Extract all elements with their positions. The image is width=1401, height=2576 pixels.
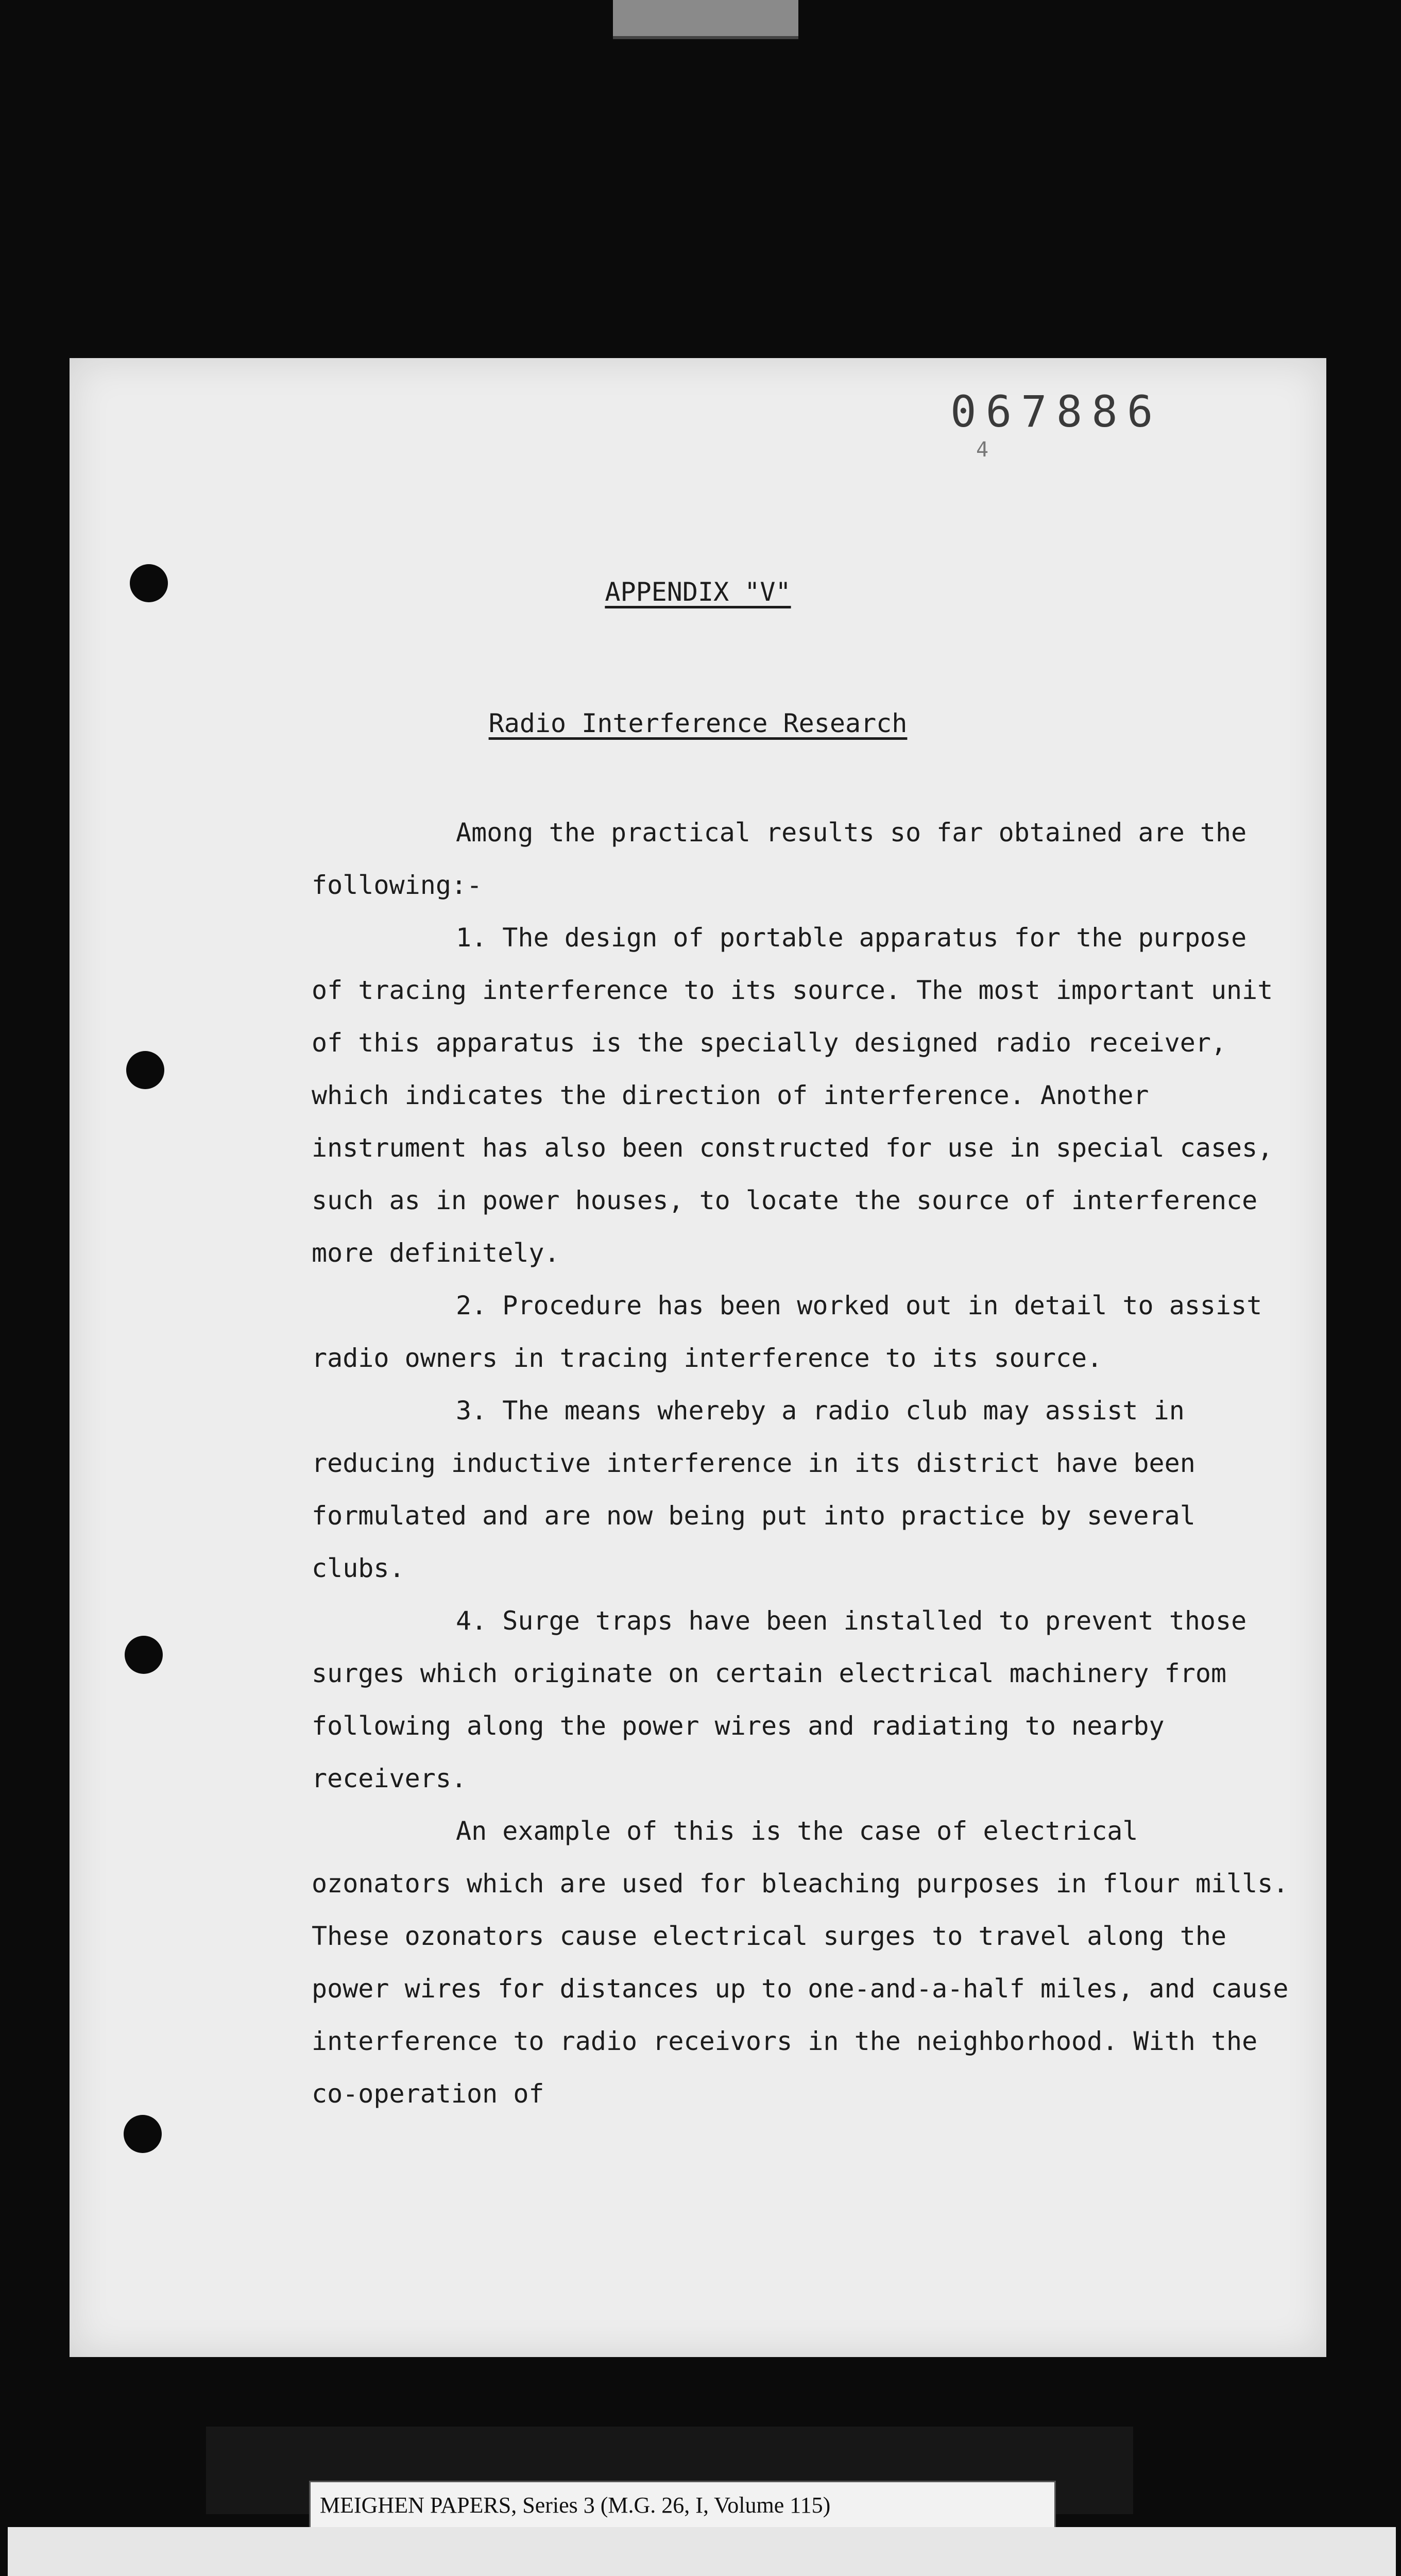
film-top-tab	[613, 0, 798, 39]
appendix-heading: APPENDIX "V"	[605, 577, 791, 607]
body-paragraph: 4. Surge traps have been installed to prevent those surges which originate on certain electrical machinery from following along the power wires and radiating to nearby receivers.	[312, 1606, 1247, 1793]
document-title: Radio Interference Research	[488, 708, 908, 738]
body-paragraph: 1. The design of portable apparatus for the purpose of tracing interference to its source. The most important unit of this apparatus is the specially designed radio receiver, which indicates the direction of interference. Another instrument has also been constructed for use in special cases, such as in power houses, to locate the source of interference more definitely.	[312, 923, 1273, 1268]
body-paragraph: An example of this is the case of electrical ozonators which are used for bleaching purposes in flour mills. These ozonators cause electrical surges to travel along the power wires for distances up to one-and-a-half miles, and cause interference to radio receivors in the neighborhood. With the co-operation of	[312, 1816, 1289, 2109]
document-body	[312, 806, 1290, 2120]
body-paragraph: Among the practical results so far obtained are the following:-	[312, 818, 1247, 900]
archives-card	[8, 2527, 1396, 2576]
document-page	[70, 358, 1326, 2357]
document-mark: 4	[976, 438, 989, 462]
body-paragraph: 2. Procedure has been worked out in detail to assist radio owners in tracing interference to its source.	[312, 1291, 1262, 1373]
document-number: 067886	[950, 386, 1163, 437]
punch-hole	[124, 2115, 162, 2153]
punch-hole	[126, 1051, 164, 1089]
collection-label: MEIGHEN PAPERS, Series 3 (M.G. 26, I, Volume 115)	[309, 2481, 1056, 2530]
punch-hole	[125, 1636, 163, 1674]
body-paragraph: 3. The means whereby a radio club may assist in reducing inductive interference in its district have been formulated and are now being put into practice by several clubs.	[312, 1396, 1195, 1583]
